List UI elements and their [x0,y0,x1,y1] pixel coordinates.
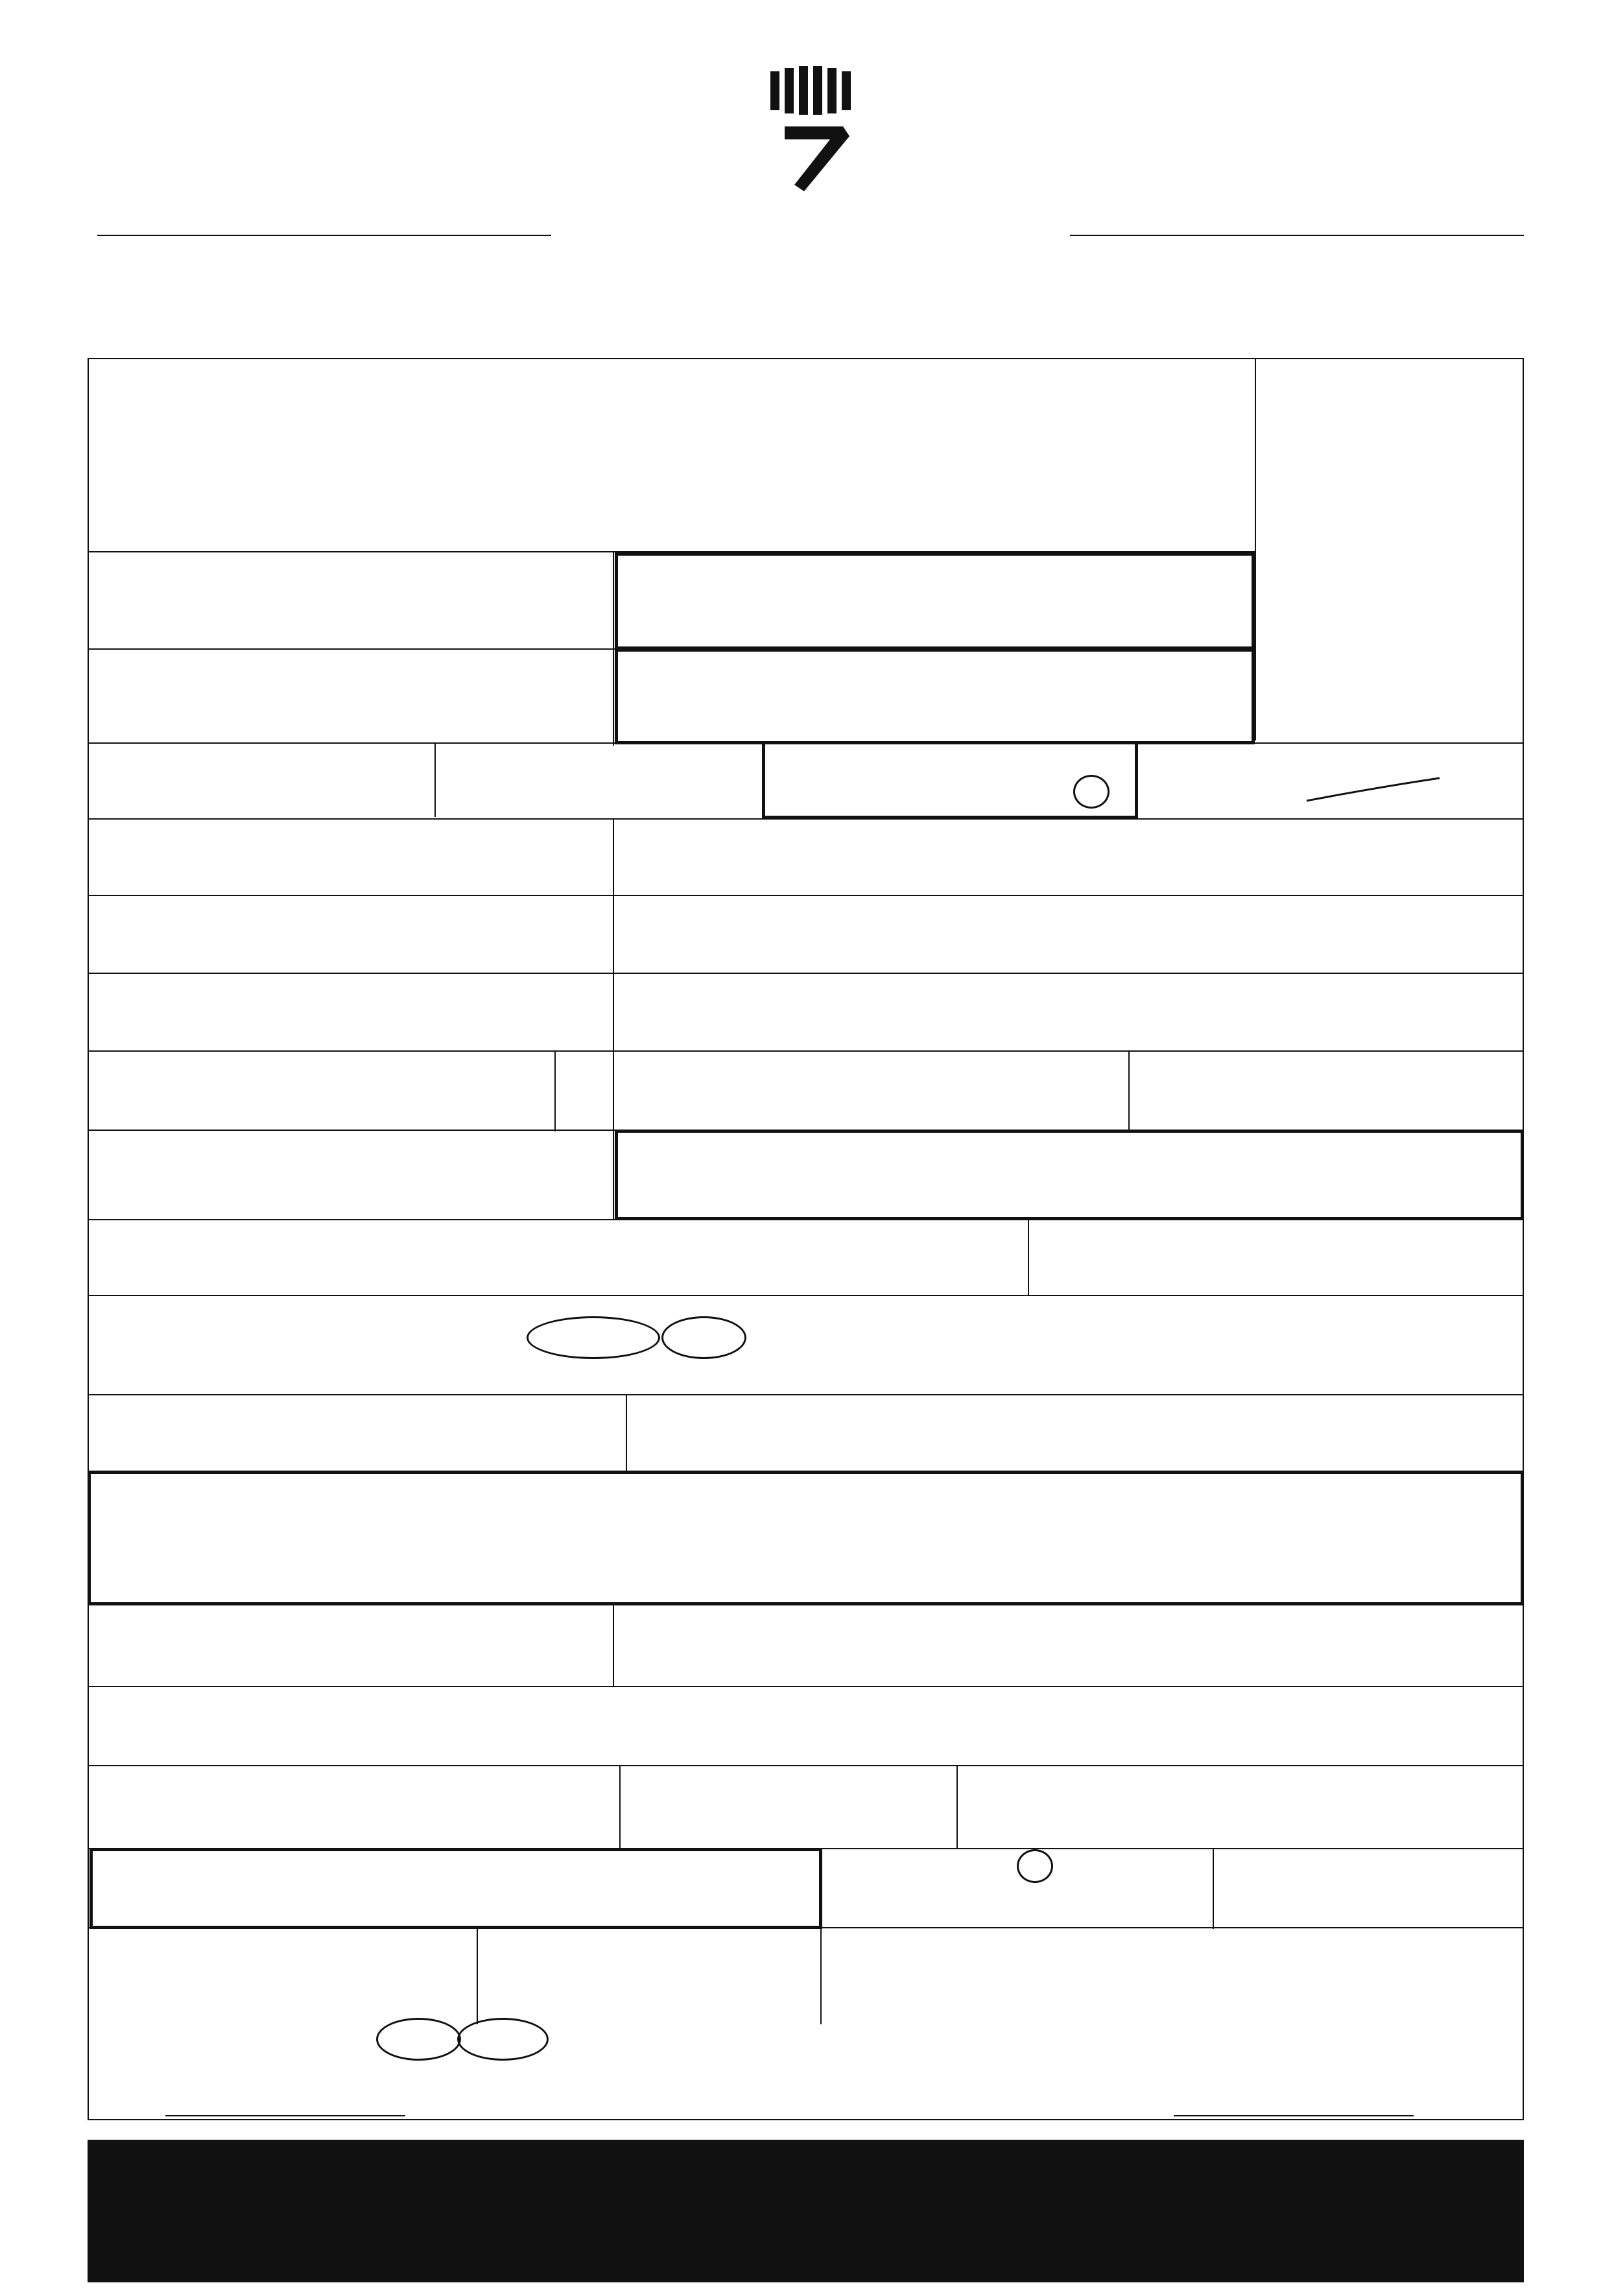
victim-family-name-box [615,552,1255,650]
yad-vashem-logo [765,65,862,195]
survivor-yes-circle[interactable] [1017,1849,1053,1883]
deportation-circle[interactable] [527,1316,660,1359]
relationship-box [89,1848,822,1929]
gender-circle[interactable] [1073,775,1110,809]
ghetto-circle[interactable] [661,1316,746,1359]
ghetto-circle-2[interactable] [457,2018,549,2061]
camp-circle[interactable] [376,2018,461,2061]
page-title [584,211,608,250]
victim-first-name-box [615,648,1255,744]
circumstances-box [88,1471,1524,1605]
permanent-residence-box [615,1130,1524,1220]
footer-banner [88,2140,1524,2282]
